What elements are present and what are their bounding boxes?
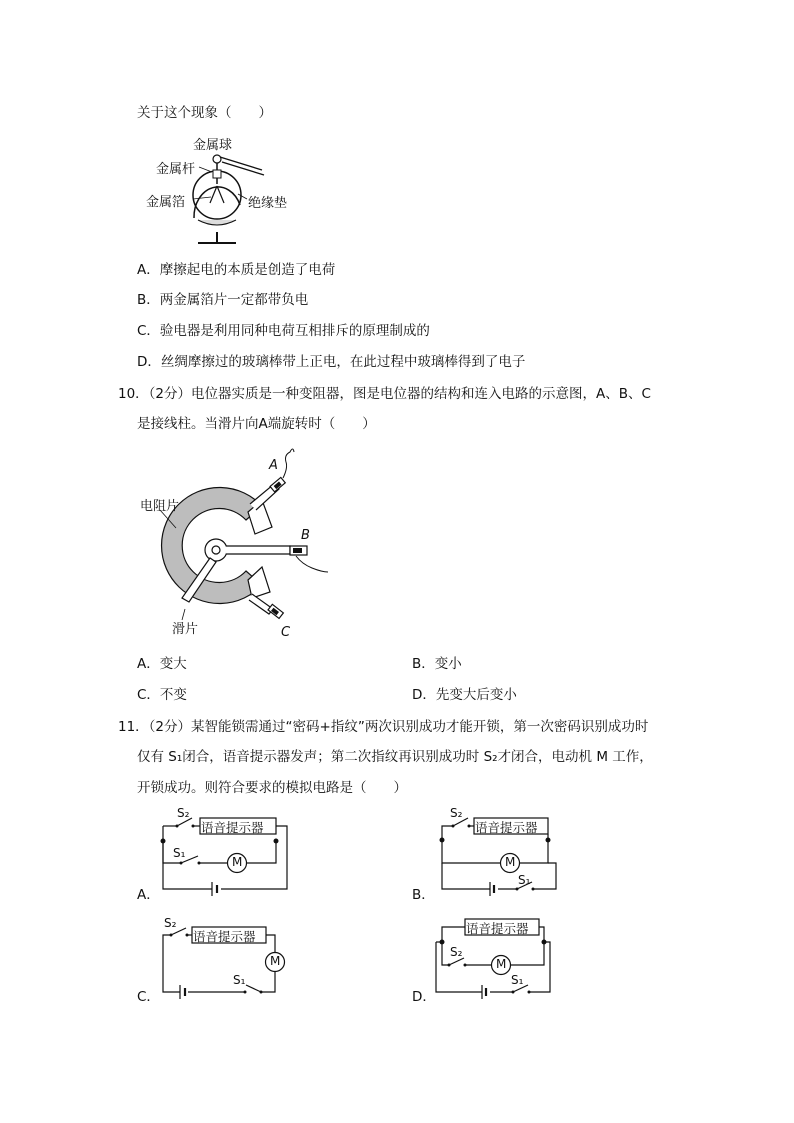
terminal-c-label: C (281, 625, 291, 640)
circuit-b-speaker: 语音提示器 (475, 820, 538, 835)
circuit-a-motor: M (232, 855, 243, 869)
circuit-d-motor: M (496, 957, 507, 971)
label-insulation-pad: 绝缘垫 (248, 196, 288, 211)
circuit-a-switch2: S₂ (177, 806, 190, 820)
q10-stem-line1: 10．（2分）电位器实质是一种变阻器，图是电位器的结构和连入电路的示意图，A、B、C (118, 386, 651, 402)
q9-option-c: C．验电器是利用同种电荷互相排斥的原理制成的 (137, 323, 430, 339)
circuit-d-speaker: 语音提示器 (466, 921, 529, 936)
label-metal-ball: 金属球 (193, 138, 233, 153)
label-slider: 滑片 (172, 622, 199, 637)
circuit-b-motor: M (505, 855, 516, 869)
circuit-a-speaker: 语音提示器 (201, 820, 264, 835)
label-metal-rod: 金属杆 (156, 162, 196, 177)
circuit-d-switch1: S₁ (511, 973, 524, 987)
circuit-b-switch1: S₁ (518, 873, 531, 887)
q9-option-d: D．丝绸摩擦过的玻璃棒带上正电，在此过程中玻璃棒得到了电子 (137, 354, 526, 370)
q11-option-a: A． (137, 887, 160, 903)
q10-option-d: D．先变大后变小 (412, 687, 517, 703)
q11-option-b: B． (412, 887, 435, 903)
q11-option-c: C． (137, 989, 160, 1005)
q11-option-d: D． (412, 989, 436, 1005)
terminal-b-label: B (301, 528, 310, 543)
terminal-a-label: A (269, 458, 278, 473)
q11-stem-line1: 11．（2分）某智能锁需通过“密码+指纹”两次识别成功才能开锁，第一次密码识别成功时 (118, 719, 649, 735)
label-resistor-plate: 电阻片 (140, 499, 180, 514)
q11-stem-line2: 仅有 S₁闭合，语音提示器发声；第二次指纹再识别成功时 S₂才闭合，电动机 M 工作， (137, 749, 653, 765)
circuit-a-switch1: S₁ (173, 846, 186, 860)
circuit-d-switch2: S₂ (450, 945, 463, 959)
q10-option-c: C．不变 (137, 687, 187, 703)
q10-option-b: B．变小 (412, 656, 462, 672)
circuit-c-switch1: S₁ (233, 973, 246, 987)
q10-stem-line2: 是接线柱。当滑片向A端旋转时（ ） (137, 416, 376, 432)
circuit-b-switch2: S₂ (450, 806, 463, 820)
q9-option-a: A．摩擦起电的本质是创造了电荷 (137, 262, 336, 278)
circuit-c-speaker: 语音提示器 (193, 929, 256, 944)
q9-stem-tail: 关于这个现象（ ） (137, 105, 272, 121)
q9-option-b: B．两金属箔片一定都带负电 (137, 292, 309, 308)
q11-stem-line3: 开锁成功。则符合要求的模拟电路是（ ） (137, 780, 407, 796)
q10-option-a: A．变大 (137, 656, 187, 672)
circuit-c-switch2: S₂ (164, 916, 177, 930)
circuit-c-motor: M (270, 954, 281, 968)
label-metal-foil: 金属箔 (146, 195, 186, 210)
